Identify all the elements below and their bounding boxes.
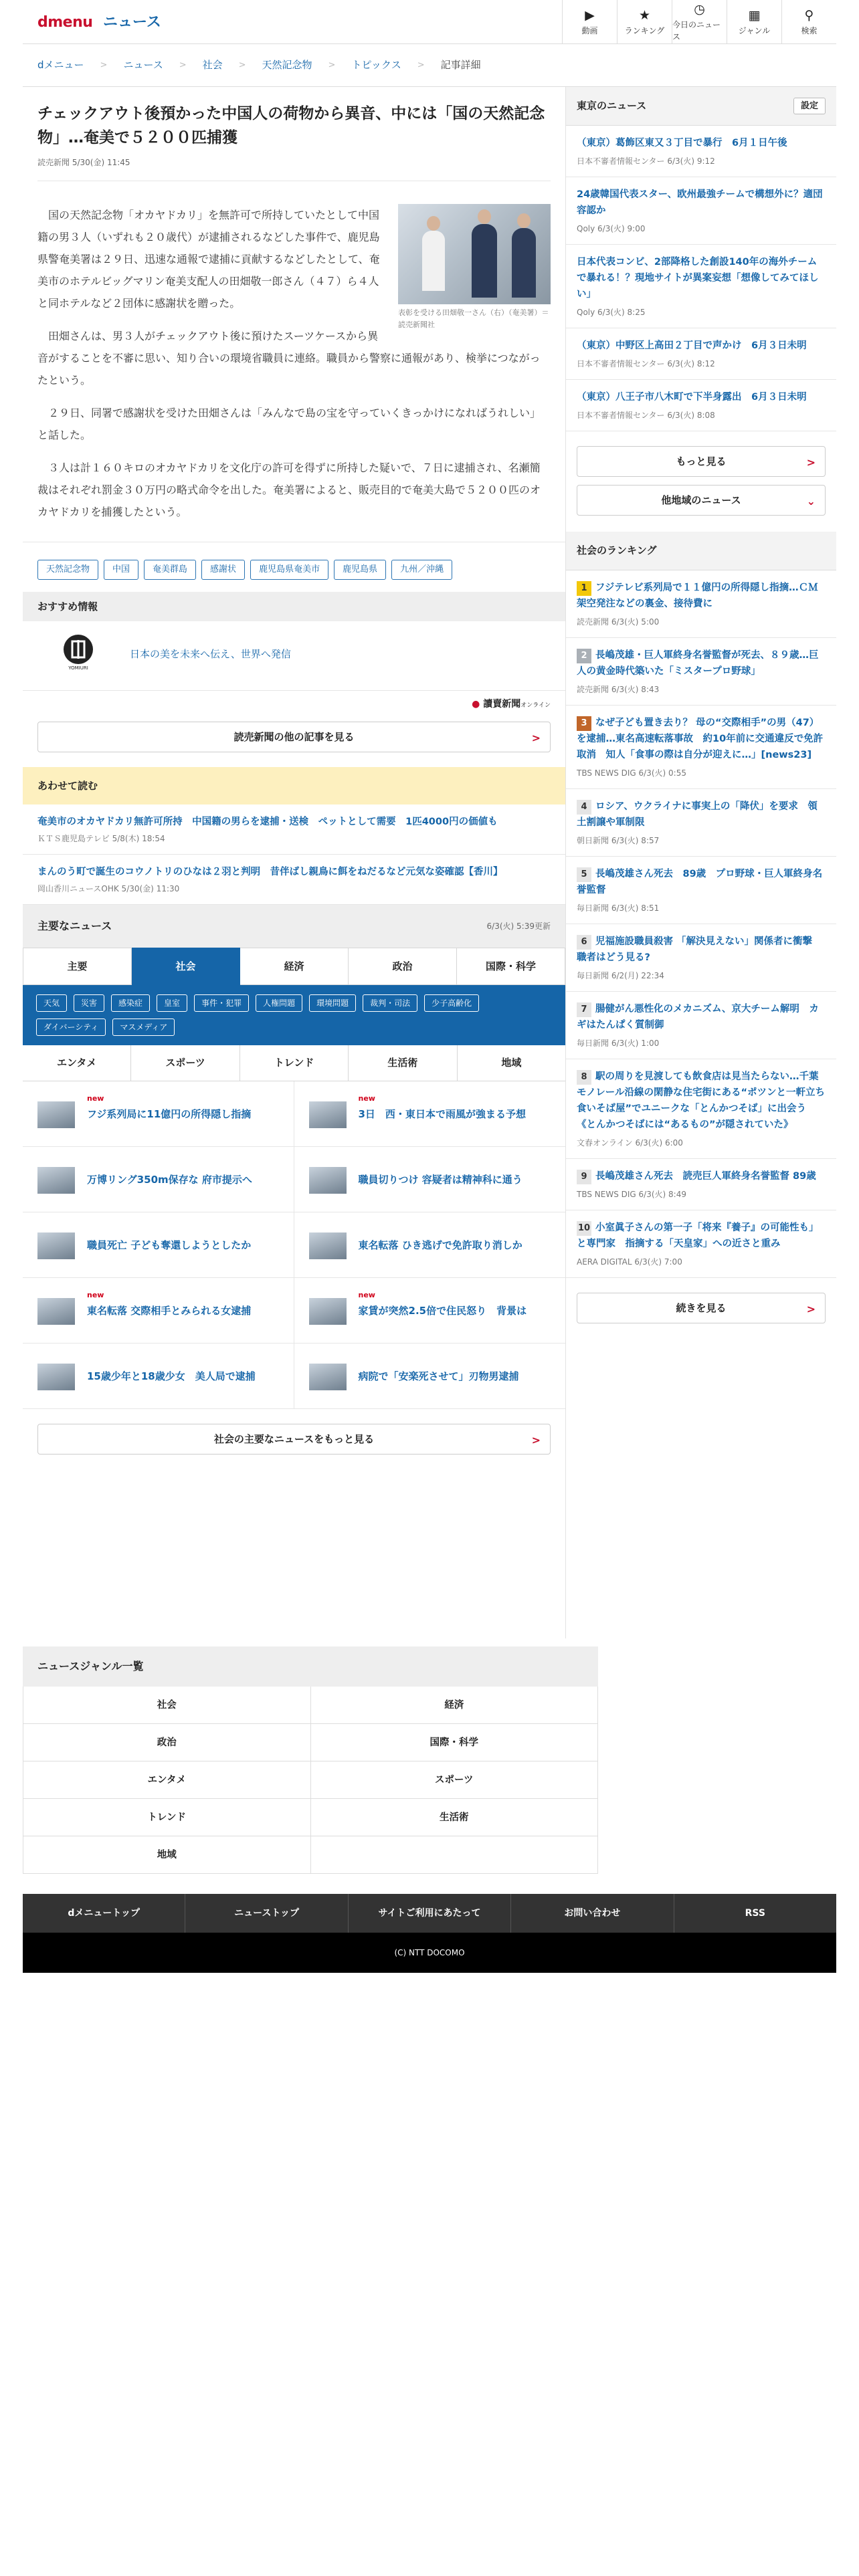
ranking-item[interactable] <box>566 1210 836 1278</box>
ranking-item[interactable] <box>566 638 836 706</box>
search-icon: ⚲ <box>804 7 814 23</box>
local-buttons <box>566 431 836 522</box>
ranking-meta: 毎日新聞 6/3(火) 1:00 <box>577 1039 660 1048</box>
ranking-title[interactable]: ロシア、ウクライナに事実上の「降伏」を要求 領土割譲や軍制限 <box>577 801 818 828</box>
news-thumbnail <box>37 1298 75 1325</box>
chevron-right-icon: > <box>806 1303 816 1315</box>
genre-region[interactable]: 地域 <box>23 1836 311 1874</box>
news-thumbnail <box>309 1167 347 1194</box>
news-item[interactable] <box>294 1081 566 1147</box>
video-icon: ▶ <box>585 7 595 23</box>
new-badge: new <box>358 1291 375 1299</box>
news-thumbnail <box>37 1364 75 1390</box>
local-news-item[interactable] <box>566 126 836 177</box>
breadcrumb-current: 記事詳細 <box>440 59 481 72</box>
news-title[interactable]: 3日 西・東日本で雨風が強まる予想 <box>358 1108 526 1120</box>
article-figure[interactable] <box>398 204 551 331</box>
tag[interactable]: 奄美群島 <box>144 560 196 580</box>
svg-text:YOMIURI: YOMIURI <box>68 665 88 671</box>
ranking-title[interactable]: 小室眞子さんの第一子「将来『養子』の可能性も」と専門家 指摘する「天皇家」への近さと重み <box>577 1222 819 1249</box>
genre-grid <box>23 1687 598 1874</box>
tab-trend[interactable]: トレンド <box>240 1045 349 1081</box>
major-news-tabs <box>23 948 565 985</box>
ranking-item[interactable] <box>566 857 836 924</box>
pr-icon: ● <box>472 699 484 710</box>
article-paragraph: 田畑さんは、男３人がチェックアウト後に預けたスーツケースから異音がすることを不審に思い、知り合いの環境省職員に連絡。職員から警察に通報があり、検挙につながったという。 <box>37 330 541 387</box>
brand-row <box>23 691 565 722</box>
ranking-title[interactable]: 児福施設職員殺害 「解決見えない」関係者に衝撃 職者はどう見る? <box>577 936 822 963</box>
rank-number: 2 <box>577 649 591 663</box>
tag[interactable]: 天然記念物 <box>37 560 98 580</box>
rank-number: 8 <box>577 1070 591 1085</box>
local-news-item[interactable] <box>566 177 836 245</box>
news-item[interactable] <box>23 1081 294 1147</box>
rank-number: 7 <box>577 1002 591 1017</box>
breadcrumb-topics[interactable]: トピックス <box>351 59 401 72</box>
news-thumbnail <box>309 1232 347 1259</box>
news-item[interactable] <box>294 1147 566 1212</box>
ranking-item[interactable] <box>566 1059 836 1159</box>
news-thumbnail <box>37 1232 75 1259</box>
news-title[interactable]: 東名転落 ひき逃げで免許取り消しか <box>358 1239 522 1251</box>
ranking-meta: 読売新聞 6/3(火) 5:00 <box>577 617 660 627</box>
breadcrumb <box>23 44 836 87</box>
chevron-right-icon: > <box>328 60 336 70</box>
ranking-item[interactable] <box>566 992 836 1059</box>
ranking-item[interactable] <box>566 706 836 789</box>
ranking-meta: 朝日新聞 6/3(火) 8:57 <box>577 836 660 845</box>
genre-politics[interactable]: 政治 <box>23 1724 311 1761</box>
news-item[interactable] <box>294 1278 566 1344</box>
local-news-header <box>566 87 836 126</box>
genre-economy[interactable]: 経済 <box>311 1687 599 1724</box>
article-body <box>37 204 551 523</box>
subtag[interactable]: マスメディア <box>112 1018 175 1036</box>
news-title[interactable]: 職員死亡 子ども奪還しようとしたか <box>87 1239 252 1251</box>
news-item[interactable] <box>294 1344 566 1409</box>
news-thumbnail <box>309 1298 347 1325</box>
news-title[interactable]: 万博リング350m保存な 府市提示へ <box>87 1174 252 1186</box>
related-title[interactable]: まんのう町で誕生のコウノトリのひなは２羽と判明 昔伴ばし親鳥に餌をねだるなど元気な姿確認【香川】 <box>37 867 503 877</box>
news-thumbnail <box>37 1167 75 1194</box>
ranking-heading: 社会のランキング <box>577 544 657 557</box>
clock-icon: ◷ <box>694 1 705 17</box>
local-news-meta: 日本不審者情報センター 6/3(火) 8:08 <box>577 411 715 420</box>
ranking-meta: TBS NEWS DIG 6/3(火) 8:49 <box>577 1190 686 1199</box>
footer-dmenu-top[interactable]: dメニュートップ <box>23 1894 185 1933</box>
major-news-heading: 主要なニュース <box>37 920 112 932</box>
local-news-meta: 日本不審者情報センター 6/3(火) 9:12 <box>577 156 715 166</box>
tab-lifestyle[interactable]: 生活術 <box>349 1045 457 1081</box>
ranking-meta: 毎日新聞 6/3(火) 8:51 <box>577 903 660 913</box>
major-news-updated: 6/3(火) 5:39更新 <box>486 922 551 931</box>
subtag[interactable]: 環境問題 <box>309 994 356 1012</box>
article-photo[interactable] <box>398 204 551 304</box>
related-heading: あわせて読む <box>23 767 565 804</box>
ranking-item[interactable] <box>566 789 836 857</box>
other-region-button[interactable]: 他地域のニュース ⌄ <box>577 485 826 516</box>
recommend-heading: おすすめ情報 <box>23 592 565 621</box>
local-news-title[interactable]: （東京）中野区上高田２丁目で声かけ 6月３日未明 <box>577 340 807 351</box>
subtag[interactable]: 裁判・司法 <box>363 994 417 1012</box>
genre-entertainment[interactable]: エンタメ <box>23 1761 311 1799</box>
news-title[interactable]: フジ系列局に11億円の所得隠し指摘 <box>87 1108 252 1120</box>
tab-region[interactable]: 地域 <box>501 1057 522 1069</box>
chevron-right-icon: > <box>531 732 541 744</box>
new-badge: new <box>358 1094 375 1103</box>
society-subtags <box>23 985 565 1045</box>
news-thumbnail <box>37 1101 75 1128</box>
genre-society[interactable]: 社会 <box>23 1687 311 1724</box>
nav-ranking[interactable]: ★ ランキング <box>617 0 672 44</box>
article-paragraph: ３人は計１６０キロのオカヤドカリを文化庁の許可を得ずに所持した疑いで、７日に逮捕され、名瀬簡裁はそれぞれ罰金３０万円の略式命令を出した。奄美署によると、販売目的で奄美大島で５２００匹のオカヤドカリを捕獲したという。 <box>37 461 541 518</box>
local-news-item[interactable] <box>566 380 836 431</box>
tab-main[interactable]: 主要 <box>23 948 132 985</box>
breadcrumb-dmenu[interactable]: dメニュー <box>37 59 84 72</box>
ranking-title[interactable]: 駅の周りを見渡しても飲食店は見当たらない…千葉モノレール沿線の閑静な住宅街にある“ポツンと一軒立ち食いそば屋”でユニークな「とんかつそば」に出会う《とんかつそばには“あるもの”が隠されていた》 <box>577 1071 826 1130</box>
major-more-button[interactable]: 社会の主要なニュースをもっと見る > <box>37 1424 551 1455</box>
chevron-right-icon: > <box>100 60 108 70</box>
tag[interactable]: 感謝状 <box>201 560 245 580</box>
footer-nav <box>23 1894 836 1933</box>
photo-head <box>427 216 440 231</box>
footer-news-top[interactable]: ニューストップ <box>185 1894 348 1933</box>
local-news-heading: 東京のニュース <box>577 100 647 112</box>
breadcrumb-news[interactable]: ニュース <box>123 59 163 72</box>
genre-heading: ニュースジャンル一覧 <box>23 1646 598 1687</box>
local-news-meta: Qoly 6/3(火) 9:00 <box>577 224 646 233</box>
subtag[interactable]: 災害 <box>74 994 104 1012</box>
local-news-meta: 日本不審者情報センター 6/3(火) 8:12 <box>577 359 715 368</box>
ranking-more-wrap <box>566 1278 836 1338</box>
subtag[interactable]: 皇室 <box>157 994 187 1012</box>
subtag[interactable]: 人権問題 <box>256 994 302 1012</box>
chevron-right-icon: > <box>531 1434 541 1446</box>
nav-search[interactable]: ⚲ 検索 <box>781 0 836 44</box>
related-item[interactable] <box>23 855 565 905</box>
breadcrumb-society[interactable]: 社会 <box>202 59 223 72</box>
major-more-wrap <box>23 1409 565 1469</box>
ranking-title[interactable]: フジテレビ系列局で１１億円の所得隠し指摘…ＣＭ架空発注などの裏金、接待費に <box>577 582 818 609</box>
breadcrumb-monument[interactable]: 天然記念物 <box>262 59 312 72</box>
article-tags <box>23 542 565 592</box>
photo-head <box>517 213 531 228</box>
rank-number: 1 <box>577 581 591 596</box>
genre-list <box>23 1646 598 1874</box>
photo-head <box>478 209 491 224</box>
news-item[interactable] <box>23 1344 294 1409</box>
photo-person <box>512 228 536 298</box>
local-news-title[interactable]: 日本代表コンビ、2部降格した創設140年の海外チームで暴れる！？現地サイトが異案妄想「想像してみてほしい」 <box>577 257 819 300</box>
ranking-header <box>566 532 836 570</box>
ranking-title[interactable]: 長嶋茂雄・巨人軍終身名誉監督が死去、８９歳…巨人の黄金時代築いた「ミスタープロ野球」 <box>577 650 819 677</box>
related-meta: 岡山香川ニュースOHK 5/30(金) 11:30 <box>37 884 180 893</box>
header-nav <box>562 0 836 44</box>
local-news-item[interactable] <box>566 245 836 328</box>
tag[interactable]: 鹿児島県奄美市 <box>250 560 328 580</box>
ranking-title[interactable]: 腸健がん悪性化のメカニズム、京大チーム解明 カギはたんぱく質制御 <box>577 1004 819 1031</box>
settings-button[interactable]: 設定 <box>793 98 826 115</box>
article-title: チェックアウト後預かった中国人の荷物から異音、中には「国の天然記念物」…奄美で５２００匹捕獲 <box>37 105 545 146</box>
tag[interactable]: 中国 <box>104 560 138 580</box>
subtag[interactable]: ダイバーシティ <box>36 1018 106 1036</box>
ranking-meta: TBS NEWS DIG 6/3(火) 0:55 <box>577 768 686 778</box>
photo-person <box>472 224 497 298</box>
local-news-title[interactable]: （東京）葛飾区東又３丁目で暴行 6月１日午後 <box>577 138 787 148</box>
sidebar <box>566 87 836 1338</box>
news-item[interactable] <box>294 1212 566 1278</box>
recommend-text[interactable]: 日本の美を未来へ伝え、世界へ発信 <box>130 648 291 660</box>
ranking-meta: 読売新聞 6/3(火) 8:43 <box>577 685 660 694</box>
tab-sports[interactable]: スポーツ <box>131 1045 240 1081</box>
news-item[interactable] <box>23 1147 294 1212</box>
ranking-title[interactable]: 長嶋茂雄さん死去 読売巨人軍終身名誉監督 89歳 <box>595 1171 816 1182</box>
rank-number: 6 <box>577 935 591 950</box>
tag[interactable]: 鹿児島県 <box>334 560 386 580</box>
rank-number: 5 <box>577 867 591 882</box>
genre-sports[interactable]: スポーツ <box>311 1761 599 1799</box>
genre-trend[interactable]: トレンド <box>23 1799 311 1836</box>
tab-economy[interactable]: 経済 <box>240 948 349 985</box>
chevron-right-icon: > <box>179 60 187 70</box>
recommend-more-button[interactable]: 読売新聞の他の記事を見る > <box>37 722 551 752</box>
nav-genre[interactable]: ▦ ジャンル <box>727 0 781 44</box>
article-paragraph: ２９日、同署で感謝状を受けた田畑さんは「みんなで島の宝を守っていくきっかけになればうれしい」と話した。 <box>37 407 541 441</box>
news-title[interactable]: 15歳少年と18歳少女 美人局で逮捕 <box>87 1370 256 1382</box>
subtag[interactable]: 感染症 <box>111 994 150 1012</box>
ranking-item[interactable] <box>566 1159 836 1210</box>
yomiuri-seal-icon <box>60 633 96 671</box>
ranking-meta: 文春オンライン 6/3(火) 6:00 <box>577 1138 683 1148</box>
main-column <box>23 87 566 1638</box>
ranking-meta: AERA DIGITAL 6/3(火) 7:00 <box>577 1257 682 1267</box>
news-title[interactable]: 東名転落 交際相手とみられる女逮捕 <box>87 1305 252 1317</box>
tag[interactable]: 九州／沖縄 <box>391 560 452 580</box>
subtag[interactable]: 事件・犯罪 <box>194 994 249 1012</box>
yomiuri-logo: ● 讀賣新聞オンライン <box>472 699 551 710</box>
news-thumbnail <box>309 1101 347 1128</box>
chevron-right-icon: > <box>238 60 246 70</box>
ranking-item[interactable] <box>566 924 836 992</box>
news-item[interactable] <box>23 1278 294 1344</box>
local-news-meta: Qoly 6/3(火) 8:25 <box>577 308 646 317</box>
major-news-grid <box>23 1081 565 1409</box>
major-news-header <box>23 905 565 948</box>
rank-number: 4 <box>577 800 591 815</box>
ranking-title[interactable]: 長嶋茂雄さん死去 89歳 プロ野球・巨人軍終身名誉監督 <box>577 869 823 895</box>
news-item[interactable] <box>23 1212 294 1278</box>
rank-number: 3 <box>577 716 591 731</box>
genre-international[interactable]: 国際・科学 <box>311 1724 599 1761</box>
footer-rss[interactable]: RSS <box>745 1907 765 1919</box>
nav-today[interactable]: ◷ 今日のニュース <box>672 0 727 44</box>
article-paragraph: 国の天然記念物「オカヤドカリ」を無許可で所持していたとして中国籍の男３人（いずれも２０歳代）が逮捕されるなどした事件で、鹿児島県警奄美署は２９日、迅速な通報で逮捕に貢献するなどしたとして、奄美市のホテルビッグマリン奄美支配人の田畑敬一郎さん（４７）ら４人と同ホテルなど２団体に感謝状を贈った。 <box>37 209 380 310</box>
related-title[interactable]: 奄美市のオカヤドカリ無許可所持 中国籍の男らを逮捕・送検 ペットとして需要 1匹4000円の価値も <box>37 817 498 827</box>
tab-international[interactable]: 国際・科学 <box>457 948 565 985</box>
rank-number: 10 <box>577 1221 591 1236</box>
major-news-tabs-2 <box>23 1045 565 1081</box>
news-title[interactable]: 職員切りつけ 容疑者は精神科に通う <box>358 1174 522 1186</box>
local-more-button[interactable]: もっと見る > <box>577 446 826 477</box>
site-header <box>23 0 836 44</box>
tab-politics[interactable]: 政治 <box>349 948 457 985</box>
news-section-title[interactable]: ニュース <box>103 14 161 31</box>
subtag[interactable]: 少子高齢化 <box>424 994 479 1012</box>
ranking-title[interactable]: なぜ子ども置き去り？ 母の“交際相手”の男（47）を逮捕…東名高速転落事故 約10年前に交通違反で免許取消 知人「食事の際は自分が迎えに…」[news23] <box>577 718 824 760</box>
chevron-right-icon: > <box>417 60 425 70</box>
ranking-meta: 毎日新聞 6/2(月) 22:34 <box>577 971 664 980</box>
new-badge: new <box>87 1094 104 1103</box>
trophy-icon: ★ <box>638 7 651 23</box>
related-meta: ＫＴＳ鹿児島テレビ 5/8(木) 18:54 <box>37 834 165 843</box>
local-news-item[interactable] <box>566 328 836 380</box>
grid-icon: ▦ <box>748 7 761 23</box>
ranking-more-button[interactable]: 続きを見る > <box>577 1293 826 1323</box>
photo-person <box>422 231 445 291</box>
recommend-item[interactable] <box>23 621 565 691</box>
footer-terms[interactable]: サイトご利用にあたって <box>349 1894 511 1933</box>
copyright: (C) NTT DOCOMO <box>23 1933 836 1973</box>
tab-entertainment[interactable]: エンタメ <box>23 1045 131 1081</box>
article-source: 読売新聞 5/30(金) 11:45 <box>37 156 551 181</box>
chevron-down-icon: ⌄ <box>806 495 816 508</box>
local-news-title[interactable]: 24歳韓国代表スター、欧州最強チームで構想外に？適団容認か <box>577 189 823 216</box>
rank-number: 9 <box>577 1170 591 1184</box>
tab-society[interactable]: 社会 <box>132 948 240 985</box>
local-news-title[interactable]: （東京）八王子市八木町で下半身露出 6月３日未明 <box>577 392 807 403</box>
news-thumbnail <box>309 1364 347 1390</box>
news-title[interactable]: 家賃が突然2.5倍で住民怒り 背景は <box>358 1305 527 1317</box>
footer-contact[interactable]: お問い合わせ <box>511 1894 674 1933</box>
new-badge: new <box>87 1291 104 1299</box>
dmenu-logo[interactable]: dmenu <box>37 14 93 31</box>
chevron-right-icon: > <box>806 456 816 469</box>
news-title[interactable]: 病院で「安楽死させて」刃物男逮捕 <box>358 1370 519 1382</box>
recommend-more-wrap <box>23 722 565 767</box>
article <box>23 87 565 523</box>
subtag[interactable]: 天気 <box>36 994 67 1012</box>
related-item[interactable] <box>23 804 565 855</box>
genre-empty <box>311 1836 599 1874</box>
genre-lifestyle[interactable]: 生活術 <box>311 1799 599 1836</box>
ranking-item[interactable] <box>566 570 836 638</box>
photo-caption: 表彰を受ける田畑敬一さん（右）（奄美署）＝読売新聞社 <box>398 308 549 329</box>
nav-video[interactable]: ▶ 動画 <box>562 0 617 44</box>
